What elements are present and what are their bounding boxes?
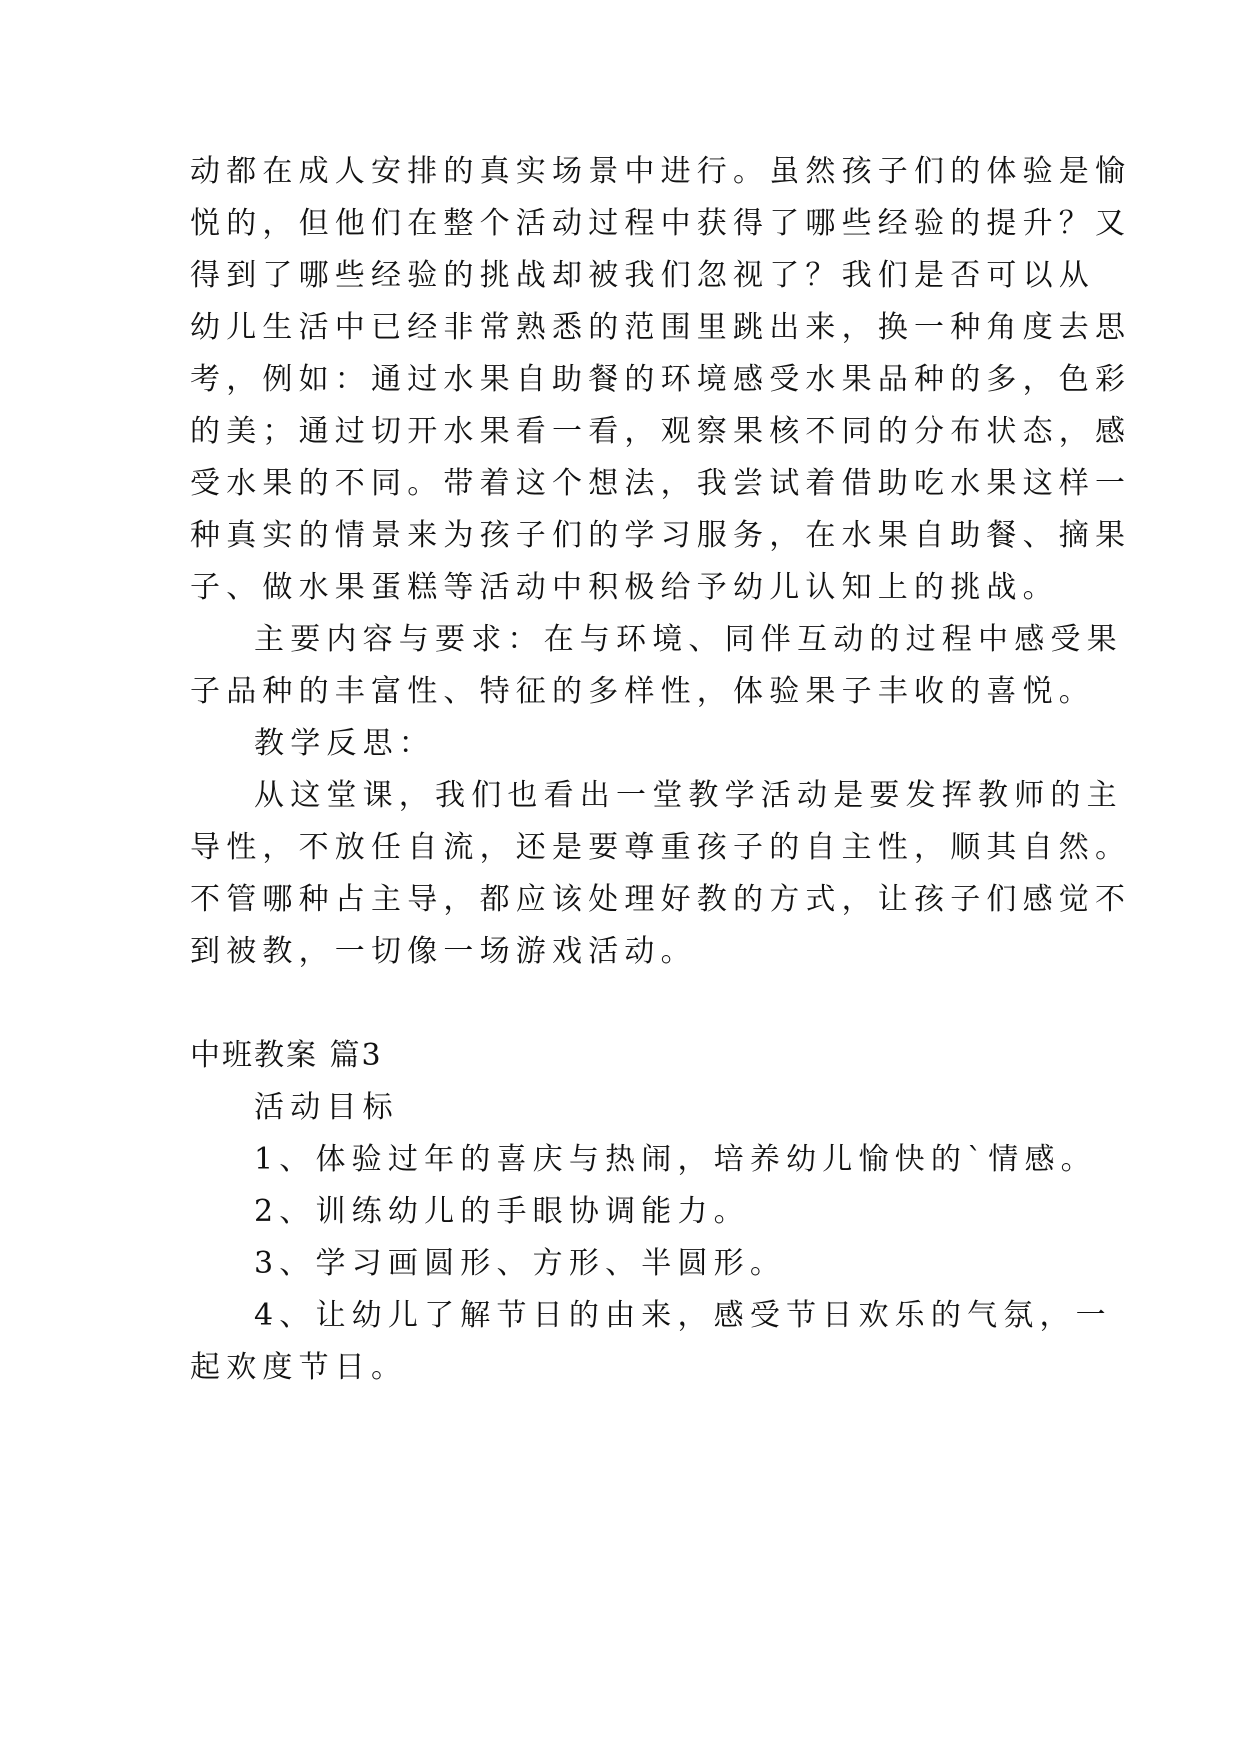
goal-item: 1、体验过年的喜庆与热闹，培养幼儿愉快的`情感。 (254, 1142, 1097, 1177)
section-title: 中班教案 篇3 (190, 1038, 383, 1073)
reflection-line: 不管哪种占主导，都应该处理好教的方式，让孩子们感觉不 (190, 882, 1132, 917)
paragraph-line: 种真实的情景来为孩子们的学习服务，在水果自助餐、摘果 (190, 518, 1132, 553)
goal-item: 4、让幼儿了解节日的由来，感受节日欢乐的气氛，一 (254, 1298, 1112, 1333)
paragraph-line: 子、做水果蛋糕等活动中积极给予幼儿认知上的挑战。 (190, 570, 1059, 605)
reflection-line: 导性，不放任自流，还是要尊重孩子的自主性，顺其自然。 (190, 830, 1132, 865)
paragraph-line: 得到了哪些经验的挑战却被我们忽视了？我们是否可以从 (190, 258, 1095, 293)
goal-item: 2、训练幼儿的手眼协调能力。 (254, 1194, 750, 1229)
paragraph-line: 考，例如：通过水果自助餐的环境感受水果品种的多，色彩 (190, 362, 1132, 397)
reflection-line: 从这堂课，我们也看出一堂教学活动是要发挥教师的主 (254, 778, 1123, 813)
paragraph-line: 受水果的不同。带着这个想法，我尝试着借助吃水果这样一 (190, 466, 1132, 501)
paragraph-line: 幼儿生活中已经非常熟悉的范围里跳出来，换一种角度去思 (190, 310, 1132, 345)
goals-label: 活动目标 (254, 1090, 399, 1125)
main-content-line: 子品种的丰富性、特征的多样性，体验果子丰收的喜悦。 (190, 674, 1095, 709)
paragraph-line: 动都在成人安排的真实场景中进行。虽然孩子们的体验是愉 (190, 154, 1132, 189)
main-content-line: 主要内容与要求：在与环境、同伴互动的过程中感受果 (254, 622, 1123, 657)
goal-item-continuation: 起欢度节日。 (190, 1350, 408, 1385)
goal-item: 3、学习画圆形、方形、半圆形。 (254, 1246, 787, 1281)
paragraph-line: 悦的，但他们在整个活动过程中获得了哪些经验的提升？又 (190, 206, 1132, 241)
reflection-label: 教学反思： (254, 726, 435, 761)
reflection-line: 到被教，一切像一场游戏活动。 (190, 934, 697, 969)
paragraph-line: 的美；通过切开水果看一看，观察果核不同的分布状态，感 (190, 414, 1132, 449)
